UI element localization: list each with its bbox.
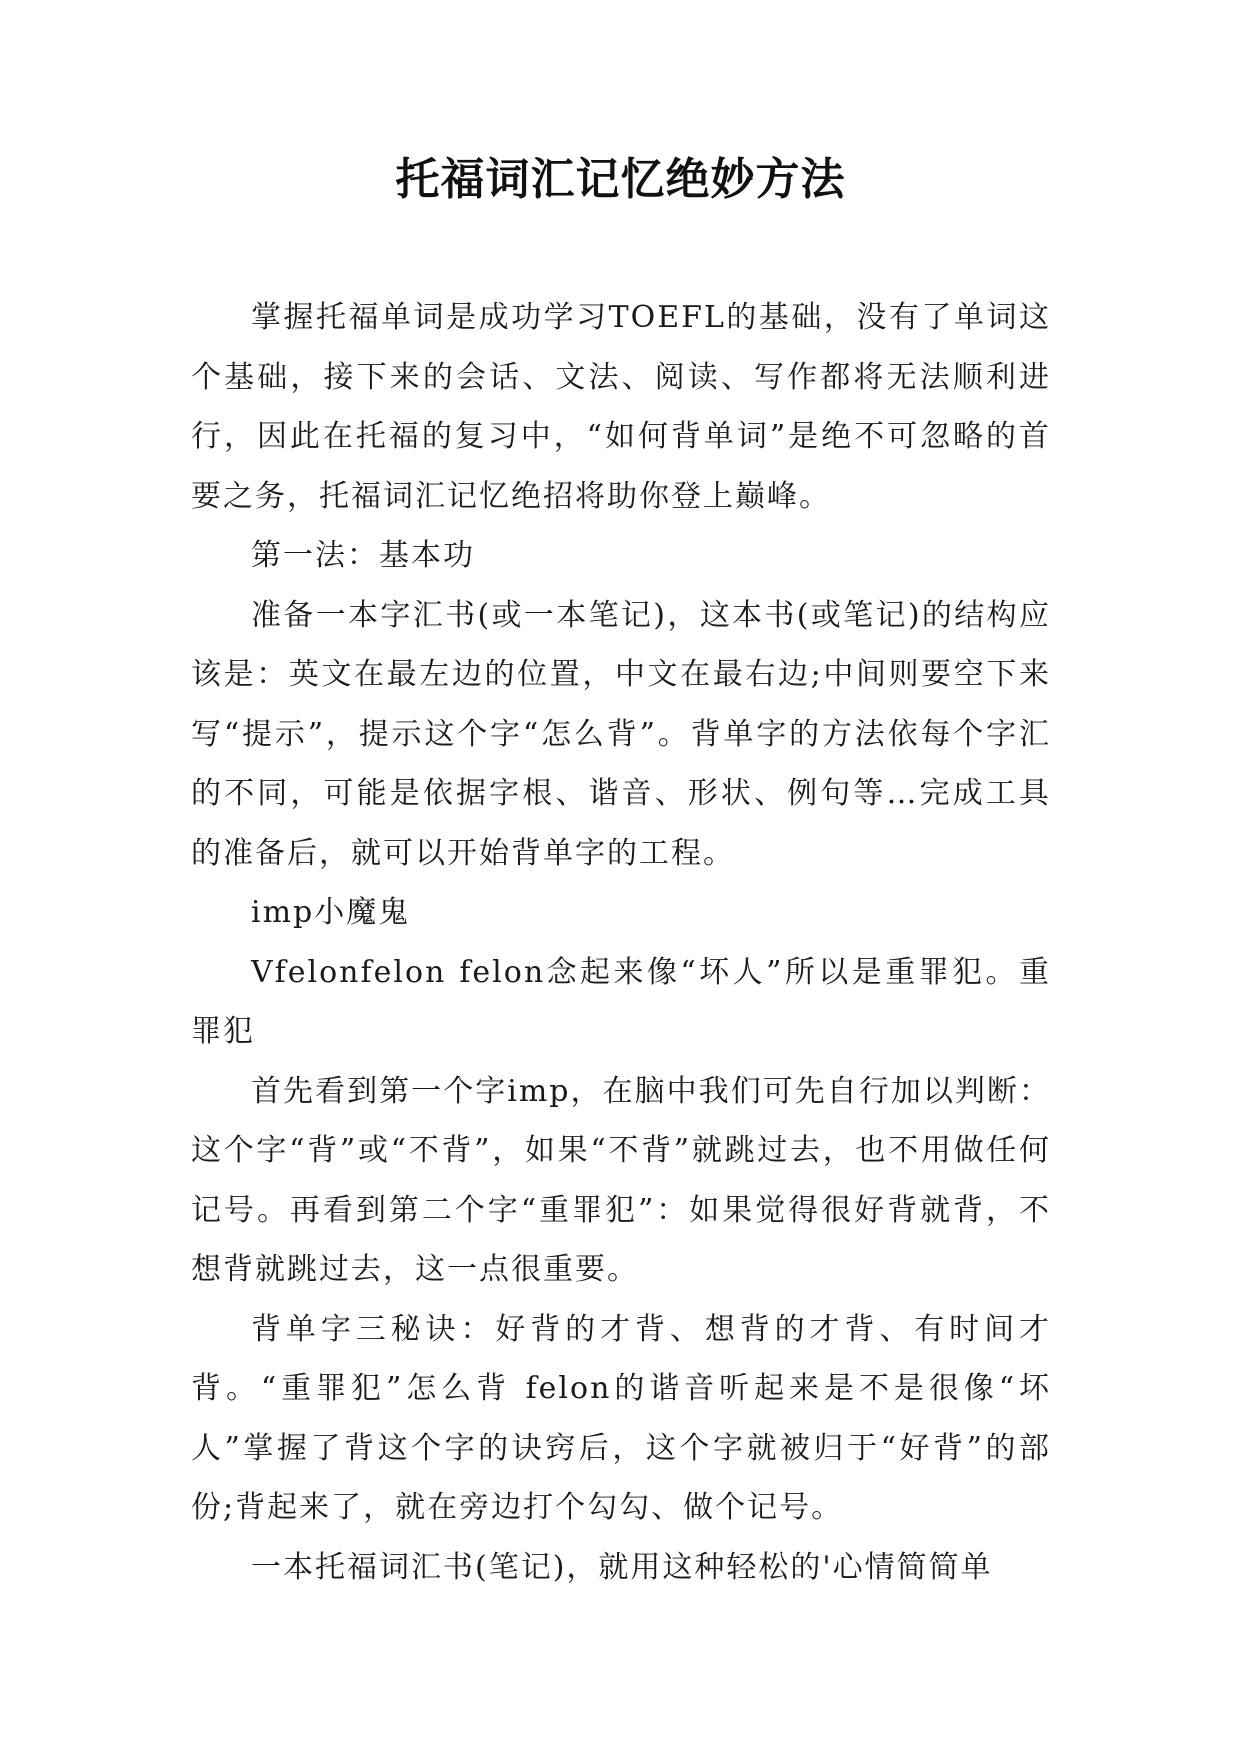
page-title: 托福词汇记忆绝妙方法 bbox=[395, 154, 846, 205]
paragraph-intro: 掌握托福单词是成功学习TOEFL的基础，没有了单词这个基础，接下来的会话、文法、阅读、写作都将无法顺利进行，因此在托福的复习中，“如何背单词”是绝不可忽略的首要之务，托福词汇记忆绝招将助你登上巅峰。 bbox=[191, 300, 1051, 514]
vocab-example-imp: imp小魔鬼 bbox=[251, 895, 411, 930]
document-body bbox=[191, 288, 1051, 1597]
paragraph-preparation: 准备一本字汇书(或一本笔记)，这本书(或笔记)的结构应该是：英文在最左边的位置，中文在最右边;中间则要空下来写“提示”，提示这个字“怎么背”。背单字的方法依每个字汇的不同，可能是依据字根、谐音、形状、例句等…完成工具的准备后，就可以开始背单字的工程。 bbox=[191, 597, 1051, 871]
section-heading-method-one: 第一法：基本功 bbox=[251, 538, 475, 573]
paragraph-three-secrets: 背单字三秘诀：好背的才背、想背的才背、有时间才背。“重罪犯”怎么背 felon的谐音听起来是不是很像“坏人”掌握了背这个字的诀窍后，这个字就被归于“好背”的部份;背起来了，就在旁边打个勾勾、做个记号。 bbox=[191, 1311, 1051, 1525]
paragraph-judgement: 首先看到第一个字imp，在脑中我们可先自行加以判断：这个字“背”或“不背”，如果“不背”就跳过去，也不用做任何记号。再看到第二个字“重罪犯”：如果觉得很好背就背，不想背就跳过去，这一点很重要。 bbox=[191, 1073, 1051, 1287]
vocab-example-felon: Vfelonfelon felon念起来像“坏人”所以是重罪犯。重罪犯 bbox=[191, 954, 1051, 1049]
paragraph-closing: 一本托福词汇书(笔记)，就用这种轻松的'心情简简单 bbox=[251, 1549, 993, 1585]
